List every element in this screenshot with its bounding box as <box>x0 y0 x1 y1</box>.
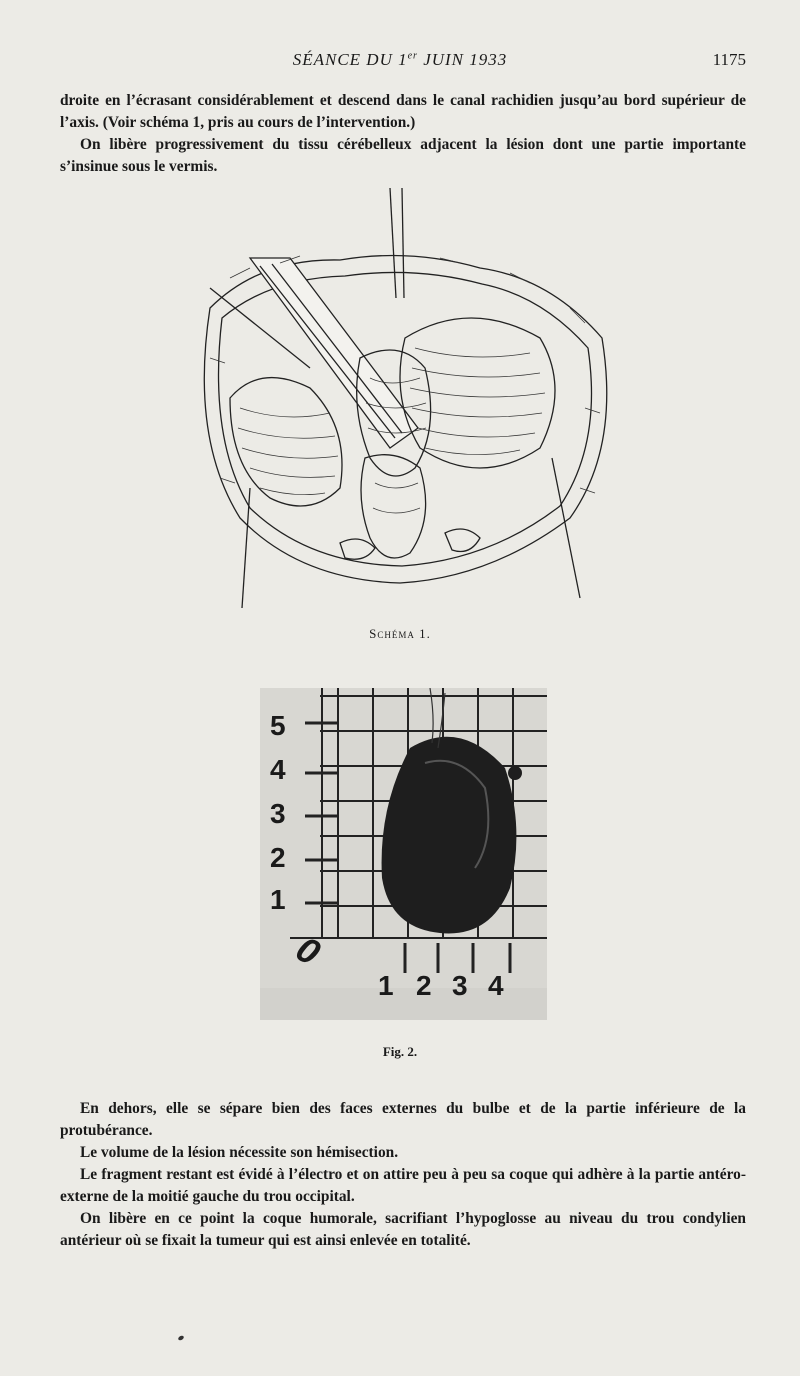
schema-1-caption: Schéma 1. <box>369 626 431 641</box>
paragraph-3: En dehors, elle se sépare bien des faces externes du bulbe et de la partie inférieure de la protubérance. <box>60 1100 746 1139</box>
ruler-mark: 0 <box>289 927 328 974</box>
vertical-ruler <box>270 688 328 974</box>
header-title: SÉANCE DU 1er JUIN 1933 <box>292 50 508 69</box>
ruler-mark: 4 <box>488 970 504 1001</box>
paragraph-1: droite en l’écrasant considérablement et descend dans le canal rachidien jusqu’au bord supérieur de l’axis. (Voir schéma 1, pris au cours de l’intervention.) <box>60 92 746 131</box>
paragraph-2: On libère progressivement du tissu cérébelleux adjacent la lésion dont une partie importante s’insinue sous le vermis. <box>60 136 746 175</box>
top-text <box>60 90 746 178</box>
paragraph-4: Le volume de la lésion nécessite son hémisection. <box>80 1144 399 1161</box>
figure-2-caption: Fig. 2. <box>382 1044 418 1059</box>
ruler-mark: 1 <box>378 970 394 1001</box>
figure-2-photograph <box>260 688 547 1020</box>
bottom-text <box>60 1098 746 1252</box>
ruler-mark: 4 <box>270 754 286 785</box>
paragraph-5: Le fragment restant est évidé à l’électro et on attire peu à peu sa coque qui adhère à la partie antéro-externe de la moitié gauche du trou occipital. <box>60 1166 746 1205</box>
print-speck <box>177 1335 184 1341</box>
schema-1-illustration <box>190 188 620 618</box>
paragraph-6: On libère en ce point la coque humorale, sacrifiant l’hypoglosse au niveau du trou condylien antérieur où se fixait la tumeur qui est ainsi enlevée en totalité. <box>60 1210 746 1249</box>
ruler-mark: 3 <box>270 798 286 829</box>
page-number: 1175 <box>712 50 746 69</box>
ruler-mark: 5 <box>270 710 286 741</box>
ruler-mark: 1 <box>270 884 286 915</box>
ruler-mark: 2 <box>270 842 286 873</box>
horizontal-ruler <box>378 970 548 1010</box>
running-header <box>0 50 800 76</box>
ruler-mark: 2 <box>416 970 432 1001</box>
ruler-mark: 3 <box>452 970 468 1001</box>
